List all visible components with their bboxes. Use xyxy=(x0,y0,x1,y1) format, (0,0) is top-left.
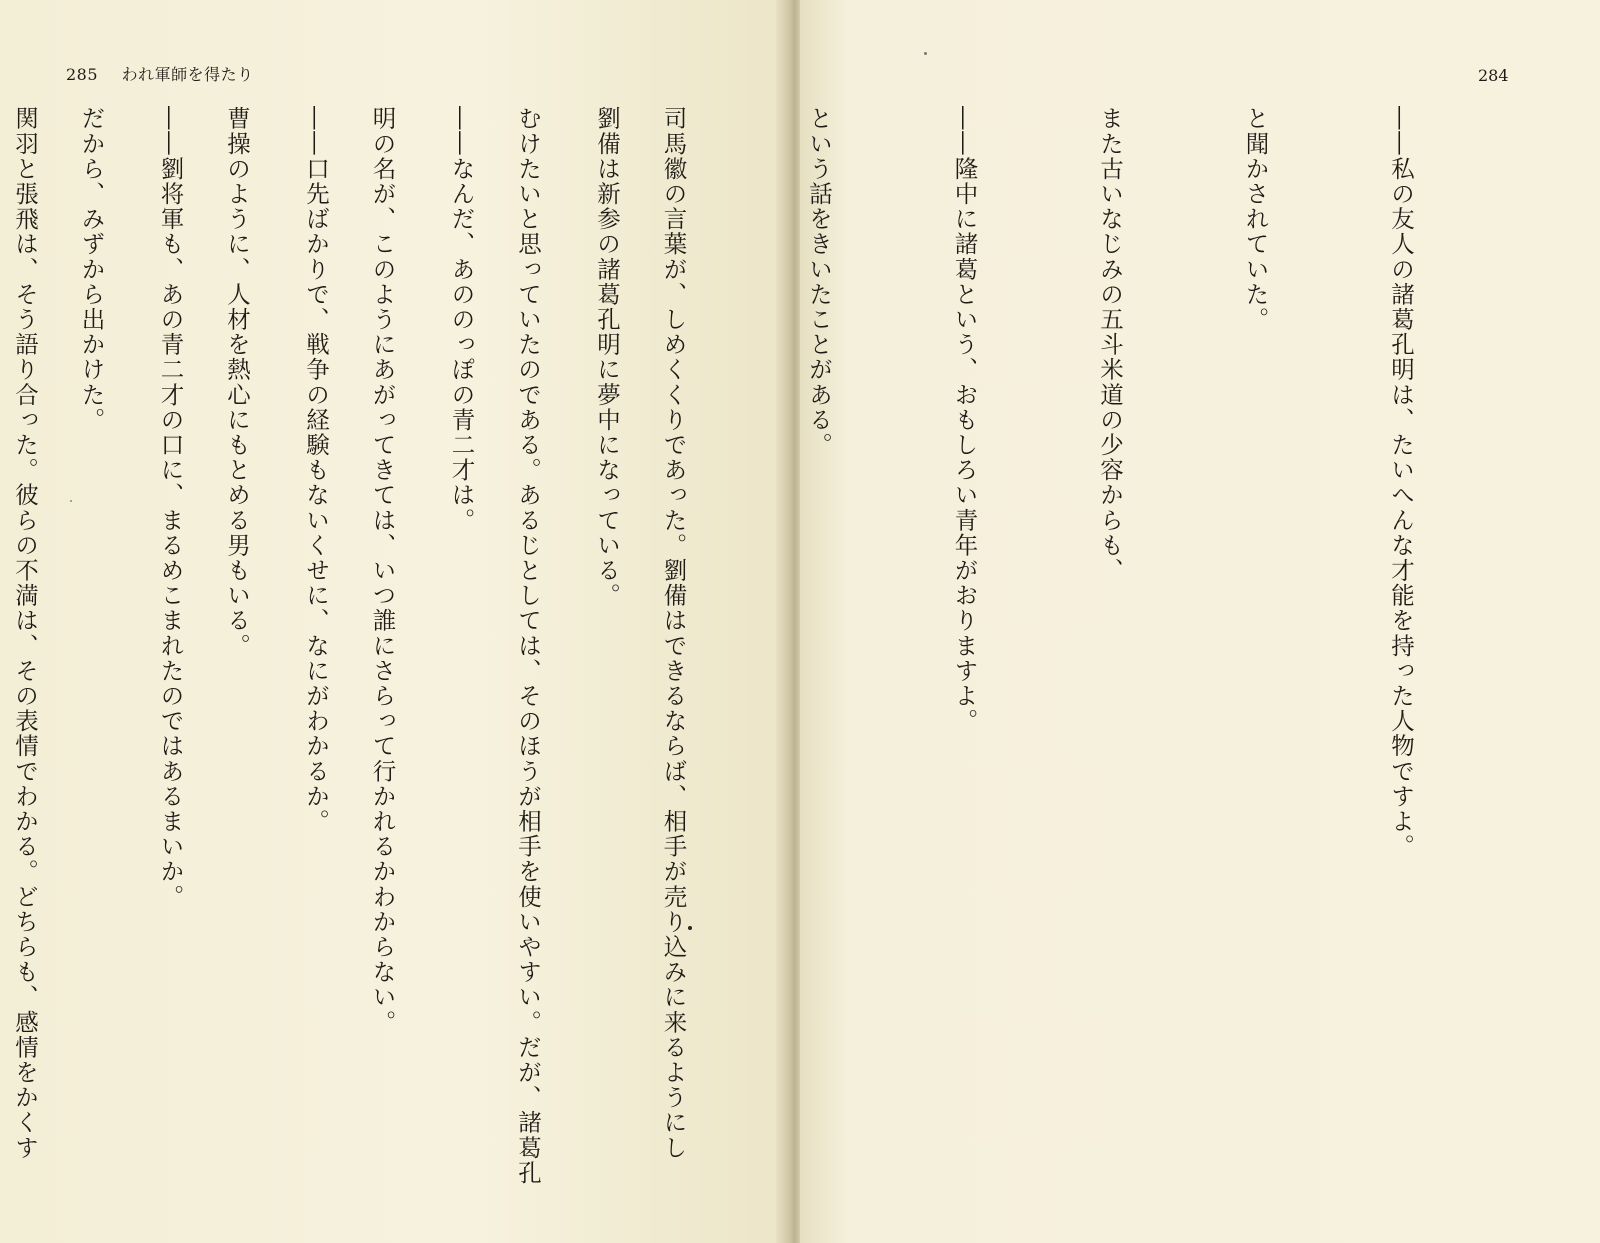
text-line: ――隆中に諸葛という、おもしろい青年がおりますよ。 xyxy=(950,106,979,734)
text-line: 明の名が、このようにあがってきては、いつ誰にさらって行かれるかわからない。 xyxy=(368,106,397,1035)
text-line: ――私の友人の諸葛孔明は、たいへんな才能を持った人物ですよ。 xyxy=(1387,106,1415,859)
text-line: むけたいと思っていたのである。あるじとしては、そのほうが相手を使いやすい。だが、諸葛孔 xyxy=(514,106,542,1186)
text-line: ――口先ばかりで、戦争の経験もないくせに、なにがわかるか。 xyxy=(302,106,330,834)
text-line: ――劉将軍も、あの青二才の口に、まるめこまれたのではあるまいか。 xyxy=(156,106,185,910)
left-page-number: 285 xyxy=(66,65,99,84)
running-head: われ軍師を得たり xyxy=(121,65,254,84)
right-page-number: 284 xyxy=(1478,66,1509,85)
text-line: 曹操のように、人材を熱心にもとめる男もいる。 xyxy=(223,106,251,659)
text-line: という話をきいたことがある。 xyxy=(805,106,833,458)
text-line: と聞かされていた。 xyxy=(1241,106,1270,332)
left-page-header xyxy=(66,62,254,85)
text-line: 劉備は新参の諸葛孔明に夢中になっている。 xyxy=(593,106,621,608)
text-line: 司馬徽の言葉が、しめくくりであった。劉備はできるならば、相手が売り込みに来るようにし xyxy=(659,106,688,1161)
paper-speck xyxy=(924,52,927,55)
text-line: だから、みずから出かけた。 xyxy=(77,106,106,433)
text-line: ――なんだ、あののっぽの青二才は。 xyxy=(447,106,476,533)
text-line: 関羽と張飛は、そう語り合った。彼らの不満は、その表情でわかる。どちらも、感情をかくす xyxy=(11,106,39,1161)
text-line: また古いなじみの五斗米道の少容からも、 xyxy=(1096,106,1124,583)
